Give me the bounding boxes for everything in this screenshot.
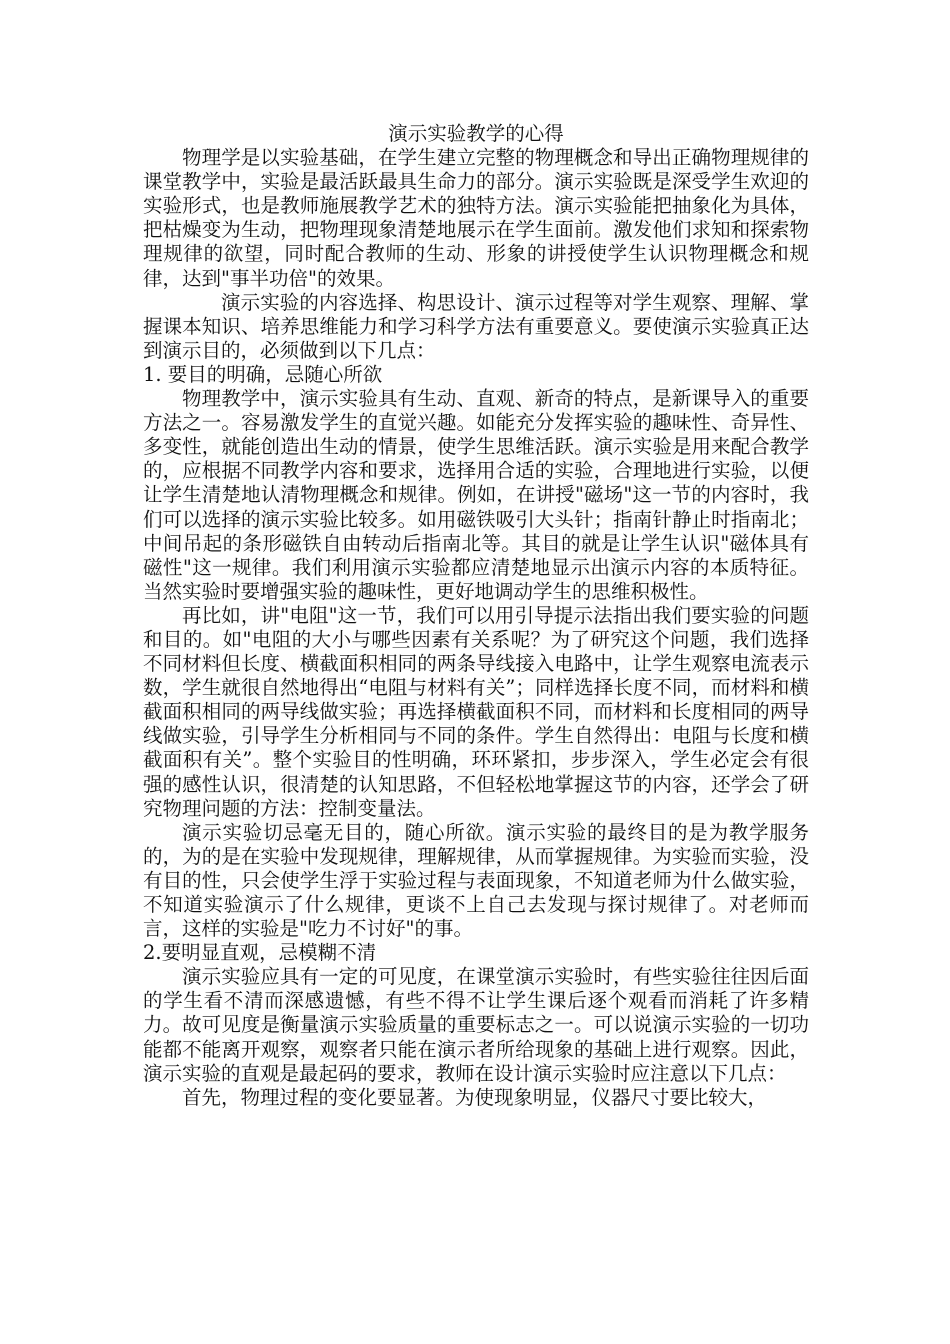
- intro-paragraph-1: 物理学是以实验基础，在学生建立完整的物理概念和导出正确物理规律的课堂教学中，实验是最活跃最具生命力的部分。演示实验既是深受学生欢迎的实验形式，也是教师施展教学艺术的独特方法。演示实验能把抽象化为具体，把枯燥变为生动，把物理现象清楚地展示在学生面前。激发他们求知和探索物理规律的欲望，同时配合教师的生动、形象的讲授使学生认识物理概念和规律，达到"事半功倍"的效果。: [143, 146, 809, 290]
- section-2-heading: 2.要明显直观，忌模糊不清: [143, 941, 377, 965]
- document-page: [143, 122, 809, 1110]
- section-2-paragraph-1: 演示实验应具有一定的可见度，在课堂演示实验时，有些实验往往因后面的学生看不清而深感遗憾，有些不得不让学生课后逐个观看而消耗了许多精力。故可见度是衡量演示实验质量的重要标志之一。可以说演示实验的一切功能都不能离开观察，观察者只能在演示者所给现象的基础上进行观察。因此，演示实验的直观是最起码的要求，教师在设计演示实验时应注意以下几点：: [143, 965, 809, 1085]
- document-title: 演示实验教学的心得: [388, 122, 564, 145]
- section-2-paragraph-2: 首先，物理过程的变化要显著。为使现象明显，仪器尺寸要比较大，: [182, 1085, 768, 1109]
- section-1-paragraph-1: 物理教学中，演示实验具有生动、直观、新奇的特点，是新课导入的重要方法之一。容易激发学生的直觉兴趣。如能充分发挥实验的趣味性、奇异性、多变性，就能创造出生动的情景，使学生思维活跃。演示实验是用来配合教学的，应根据不同教学内容和要求，选择用合适的实验，合理地进行实验，以便让学生清楚地认清物理概念和规律。例如，在讲授"磁场"这一节的内容时，我们可以选择的演示实验比较多。如用磁铁吸引大头针；指南针静止时指南北；中间吊起的条形磁铁自由转动后指南北等。其目的就是让学生认识"磁体具有磁性"这一规律。我们利用演示实验都应清楚地显示出演示内容的本质特征。当然实验时要增强实验的趣味性，更好地调动学生的思维积极性。: [143, 387, 809, 603]
- intro-paragraph-2: 演示实验的内容选择、构思设计、演示过程等对学生观察、理解、掌握课本知识、培养思维能力和学习科学方法有重要意义。要使演示实验真正达到演示目的，必须做到以下几点：: [143, 290, 809, 362]
- section-1-heading: 1. 要目的明确，忌随心所欲: [143, 362, 383, 386]
- section-1-paragraph-3: 演示实验切忌毫无目的，随心所欲。演示实验的最终目的是为教学服务的，为的是在实验中发现规律，理解规律，从而掌握规律。为实验而实验，没有目的性，只会使学生浮于实验过程与表面现象，不知道老师为什么做实验，不知道实验演示了什么规律，更谈不上自己去发现与探讨规律了。对老师而言，这样的实验是"吃力不讨好"的事。: [143, 820, 809, 941]
- section-1-paragraph-2: 再比如，讲"电阻"这一节，我们可以用引导提示法指出我们要实验的问题和目的。如"电阻的大小与哪些因素有关系呢？为了研究这个问题，我们选择不同材料但长度、横截面积相同的两条导线接入电路中，让学生观察电流表示数，学生就很自然地得出“电阻与材料有关”；同样选择长度不同，而材料和横截面积相同的两导线做实验；再选择横截面积不同，而材料和长度相同的两导线做实验，引导学生分析相同与不同的条件。学生自然得出：电阻与长度和横截面积有关”。整个实验目的性明确，环环紧扣，步步深入，学生必定会有很强的感性认识，很清楚的认知思路，不但轻松地掌握这节的内容，还学会了研究物理问题的方法：控制变量法。: [143, 603, 809, 820]
